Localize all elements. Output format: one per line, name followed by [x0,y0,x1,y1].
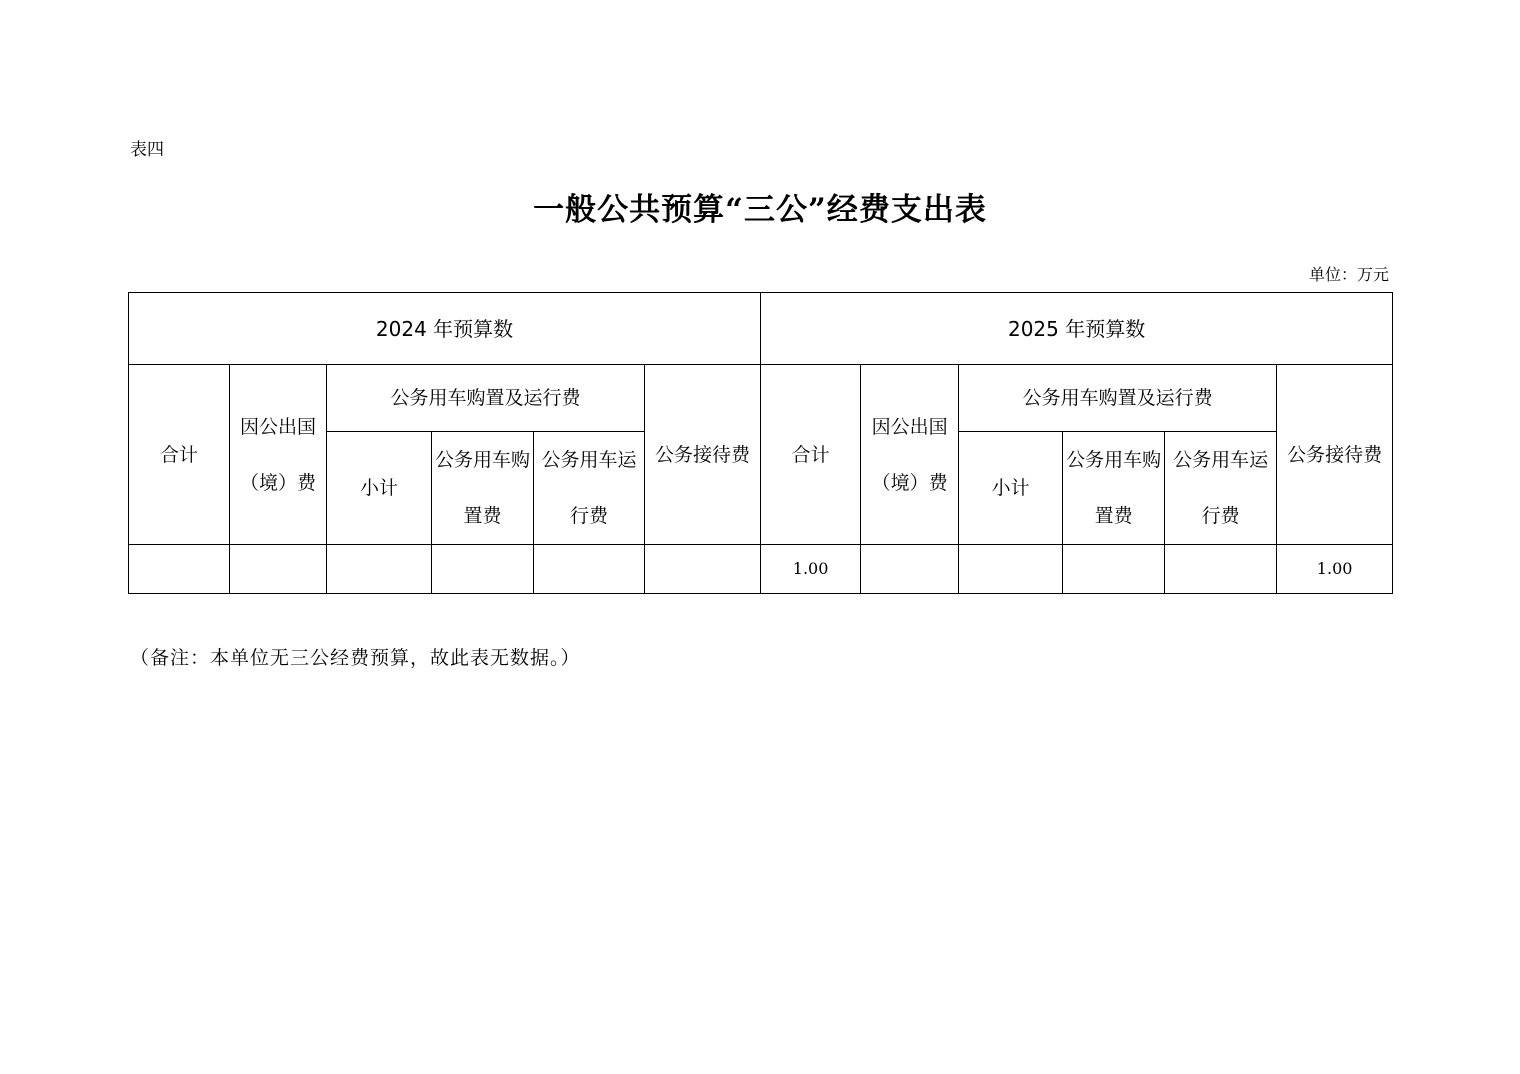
cell-2025-reception: 1.00 [1277,545,1393,594]
col-header-vehicle-subtotal: 小计 [327,432,432,545]
col-header-total: 合计 [129,365,230,545]
footnote: （备注：本单位无三公经费预算，故此表无数据。） [130,647,581,669]
cell-2024-vehicle-purchase [432,545,534,594]
col-header-vehicle-subtotal: 小计 [959,432,1063,545]
cell-2024-vehicle-operation [534,545,645,594]
document-title: 一般公共预算“三公”经费支出表 [533,192,987,228]
col-header-overseas-travel: 因公出国（境）费 [230,365,327,545]
table-row [129,545,1393,594]
cell-2025-overseas-travel [861,545,959,594]
cell-2024-vehicle-subtotal [327,545,432,594]
col-header-vehicle-operation: 公务用车运行费 [534,432,645,545]
col-header-reception: 公务接待费 [1277,365,1393,545]
unit-label: 单位：万元 [1308,265,1389,284]
cell-2024-reception [645,545,761,594]
table-label: 表四 [130,140,164,160]
col-header-vehicle-operation: 公务用车运行费 [1165,432,1277,545]
col-header-reception: 公务接待费 [645,365,761,545]
col-header-vehicle-purchase: 公务用车购置费 [1063,432,1165,545]
col-header-total: 合计 [761,365,861,545]
year-header-2024: 2024 年预算数 [129,293,761,365]
col-header-overseas-travel: 因公出国（境）费 [861,365,959,545]
cell-2025-vehicle-purchase [1063,545,1165,594]
col-header-vehicle-group: 公务用车购置及运行费 [959,365,1277,432]
col-header-vehicle-purchase: 公务用车购置费 [432,432,534,545]
cell-2024-overseas-travel [230,545,327,594]
budget-table [128,292,1393,594]
cell-2025-total: 1.00 [761,545,861,594]
cell-2024-total [129,545,230,594]
cell-2025-vehicle-operation [1165,545,1277,594]
cell-2025-vehicle-subtotal [959,545,1063,594]
year-header-2025: 2025 年预算数 [761,293,1393,365]
col-header-vehicle-group: 公务用车购置及运行费 [327,365,645,432]
